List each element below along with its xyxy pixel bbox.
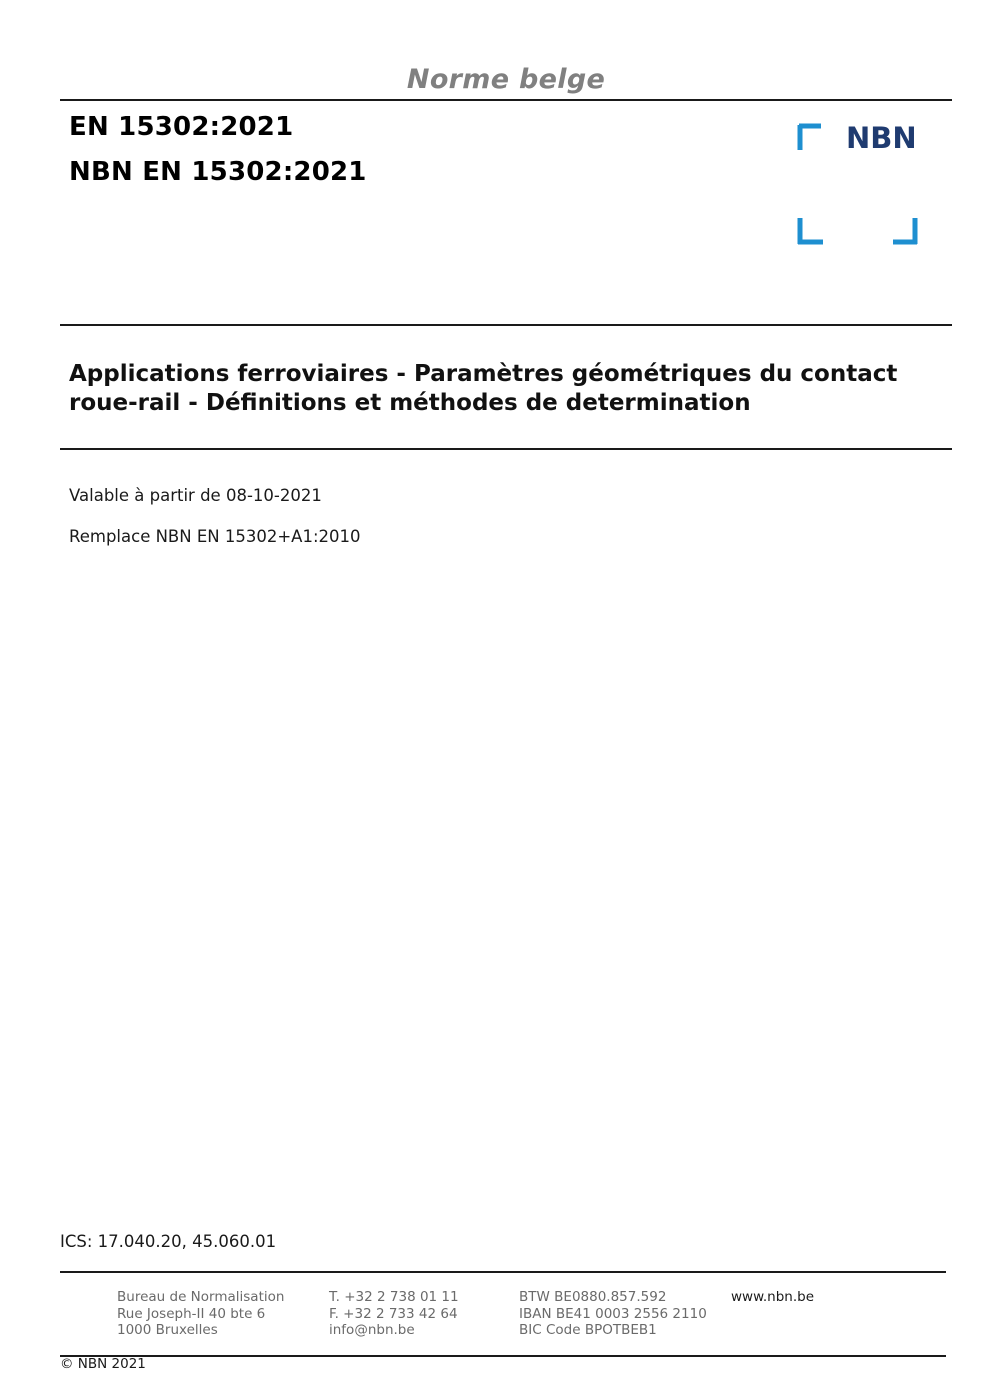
footer-address bbox=[117, 1289, 284, 1339]
footer-phone: T. +32 2 738 01 11 bbox=[329, 1289, 459, 1305]
document-title bbox=[69, 360, 939, 418]
logo-text: NBN bbox=[846, 122, 917, 155]
copyright: © NBN 2021 bbox=[60, 1356, 146, 1372]
footer-email[interactable]: info@nbn.be bbox=[329, 1322, 415, 1338]
standard-number: EN 15302:2021 bbox=[69, 112, 294, 142]
footer-top-rule bbox=[60, 1271, 946, 1273]
nbn-logo bbox=[795, 122, 925, 247]
replaces: Remplace NBN EN 15302+A1:2010 bbox=[69, 527, 361, 546]
footer-iban: IBAN BE41 0003 2556 2110 bbox=[519, 1305, 707, 1322]
title-top-rule bbox=[60, 324, 952, 326]
footer-contact bbox=[329, 1289, 459, 1339]
national-standard-number: NBN EN 15302:2021 bbox=[69, 157, 367, 187]
ics-codes: ICS: 17.040.20, 45.060.01 bbox=[60, 1232, 277, 1251]
header-rule bbox=[60, 99, 952, 101]
footer-bic: BIC Code BPOTBEB1 bbox=[519, 1322, 657, 1338]
footer-bottom-rule bbox=[60, 1355, 946, 1357]
bracket-bottom-right bbox=[893, 218, 917, 244]
footer-website-link[interactable]: www.nbn.be bbox=[731, 1289, 815, 1305]
header-label: Norme belge bbox=[406, 64, 606, 95]
bracket-bottom-left bbox=[798, 218, 823, 244]
document-title-line-2: roue-rail - Définitions et méthodes de determination bbox=[69, 390, 751, 416]
footer-vat: BTW BE0880.857.592 bbox=[519, 1289, 667, 1305]
valid-from: Valable à partir de 08-10-2021 bbox=[69, 486, 322, 505]
document-title-line-1: Applications ferroviaires - Paramètres géométriques du contact bbox=[69, 361, 898, 387]
footer-fax: F. +32 2 733 42 64 bbox=[329, 1305, 458, 1322]
bracket-top-left bbox=[799, 125, 821, 150]
footer-address-line: Rue Joseph-II 40 bte 6 bbox=[117, 1305, 266, 1322]
footer-address-line: 1000 Bruxelles bbox=[117, 1322, 218, 1338]
title-bottom-rule bbox=[60, 448, 952, 450]
footer-banking bbox=[519, 1289, 707, 1339]
footer-address-line: Bureau de Normalisation bbox=[117, 1289, 285, 1305]
